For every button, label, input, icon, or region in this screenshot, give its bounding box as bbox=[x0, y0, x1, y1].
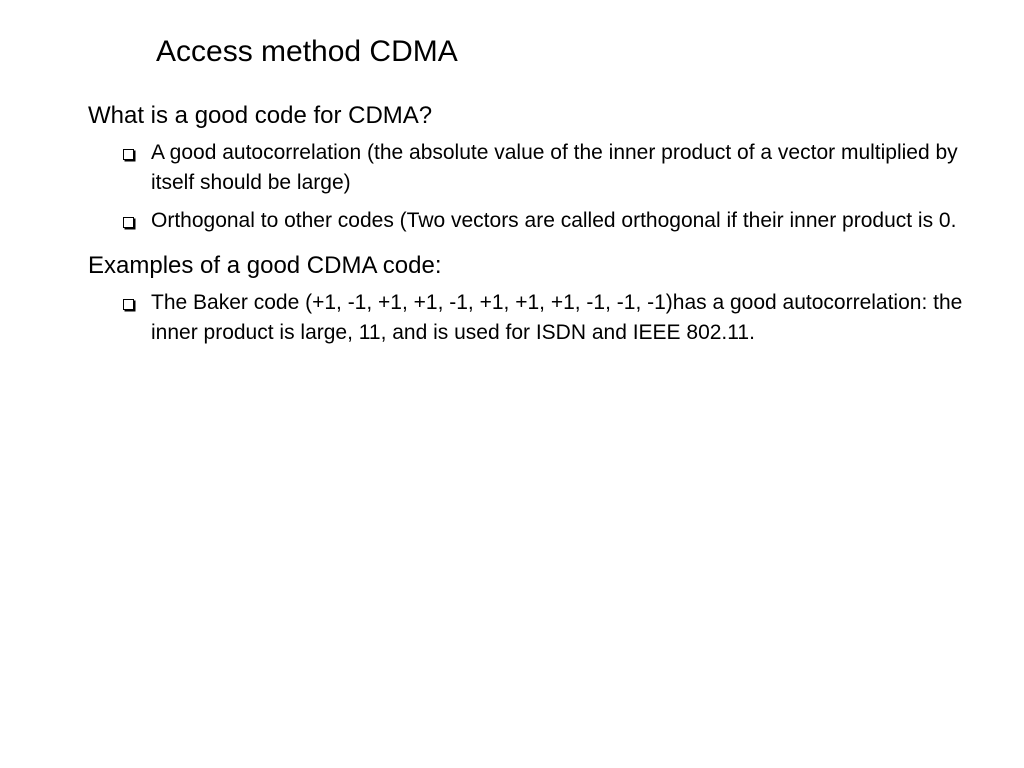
slide-content bbox=[88, 100, 988, 356]
sub-bullet-list bbox=[88, 138, 988, 236]
sub-bullet-list bbox=[88, 288, 988, 348]
list-item bbox=[88, 138, 971, 198]
hollow-square-bullet-icon bbox=[123, 149, 134, 160]
slide-title: Access method CDMA bbox=[156, 35, 458, 68]
hollow-square-bullet-icon bbox=[123, 299, 134, 310]
hollow-square-bullet-icon bbox=[123, 217, 134, 228]
section-heading-examples: Examples of a good CDMA code: bbox=[88, 252, 442, 279]
list-item-text: The Baker code (+1, -1, +1, +1, -1, +1, +1, +1, -1, -1, -1)has a good autocorrelation: the inner product is large, 11, and is used for ISDN and IEEE 802.11. bbox=[151, 291, 963, 344]
list-item bbox=[88, 206, 971, 236]
list-item-text: Orthogonal to other codes (Two vectors are called orthogonal if their inner product is 0. bbox=[151, 209, 957, 232]
list-item-text: A good autocorrelation (the absolute value of the inner product of a vector multiplied by itself should be large) bbox=[151, 141, 958, 194]
list-item bbox=[88, 288, 971, 348]
section-heading-good-code: What is a good code for CDMA? bbox=[88, 102, 433, 129]
